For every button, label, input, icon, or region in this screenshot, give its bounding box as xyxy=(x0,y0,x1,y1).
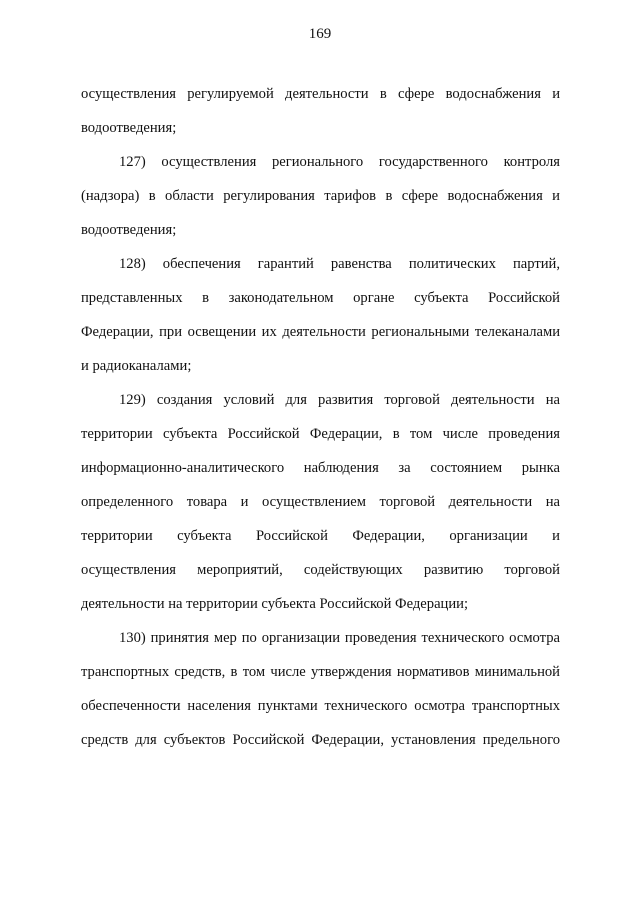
text-line: 129) создания условий для развития торговой деятельности на xyxy=(119,392,560,408)
text-line: осуществления регулируемой деятельности в сфере водоснабжения и xyxy=(81,86,560,102)
text-line: обеспеченности населения пунктами технического осмотра транспортных xyxy=(81,698,560,714)
text-line: 128) обеспечения гарантий равенства политических партий, xyxy=(119,256,560,272)
text-line: 127) осуществления регионального государственного контроля xyxy=(119,154,560,170)
text-line: водоотведения; xyxy=(81,222,177,238)
text-line: представленных в законодательном органе субъекта Российской xyxy=(81,290,560,306)
text-line: деятельности на территории субъекта Российской Федерации; xyxy=(81,596,469,612)
paragraph-128 xyxy=(81,247,560,383)
text-line: осуществления мероприятий, содействующих развитию торговой xyxy=(81,562,560,578)
paragraph-129 xyxy=(81,383,560,621)
text-line: территории субъекта Российской Федерации, в том числе проведения xyxy=(81,426,560,442)
paragraph-127 xyxy=(81,145,560,247)
text-line: водоотведения; xyxy=(81,120,177,136)
text-line: и радиоканалами; xyxy=(81,358,192,374)
text-line: определенного товара и осуществлением торговой деятельности на xyxy=(81,494,560,510)
text-line: информационно-аналитического наблюдения за состоянием рынка xyxy=(81,460,560,476)
paragraph-130 xyxy=(81,621,560,757)
text-line: транспортных средств, в том числе утверждения нормативов минимальной xyxy=(81,664,560,680)
text-line: Федерации, при освещении их деятельности региональными телеканалами xyxy=(81,324,560,340)
text-line: территории субъекта Российской Федерации, организации и xyxy=(81,528,560,544)
page-number: 169 xyxy=(308,26,332,42)
text-line: (надзора) в области регулирования тарифов в сфере водоснабжения и xyxy=(81,188,560,204)
paragraph-water-supply xyxy=(81,77,560,145)
document-body xyxy=(81,77,560,757)
text-line: 130) принятия мер по организации проведения технического осмотра xyxy=(119,630,560,646)
text-line: средств для субъектов Российской Федерации, установления предельного xyxy=(81,732,560,748)
